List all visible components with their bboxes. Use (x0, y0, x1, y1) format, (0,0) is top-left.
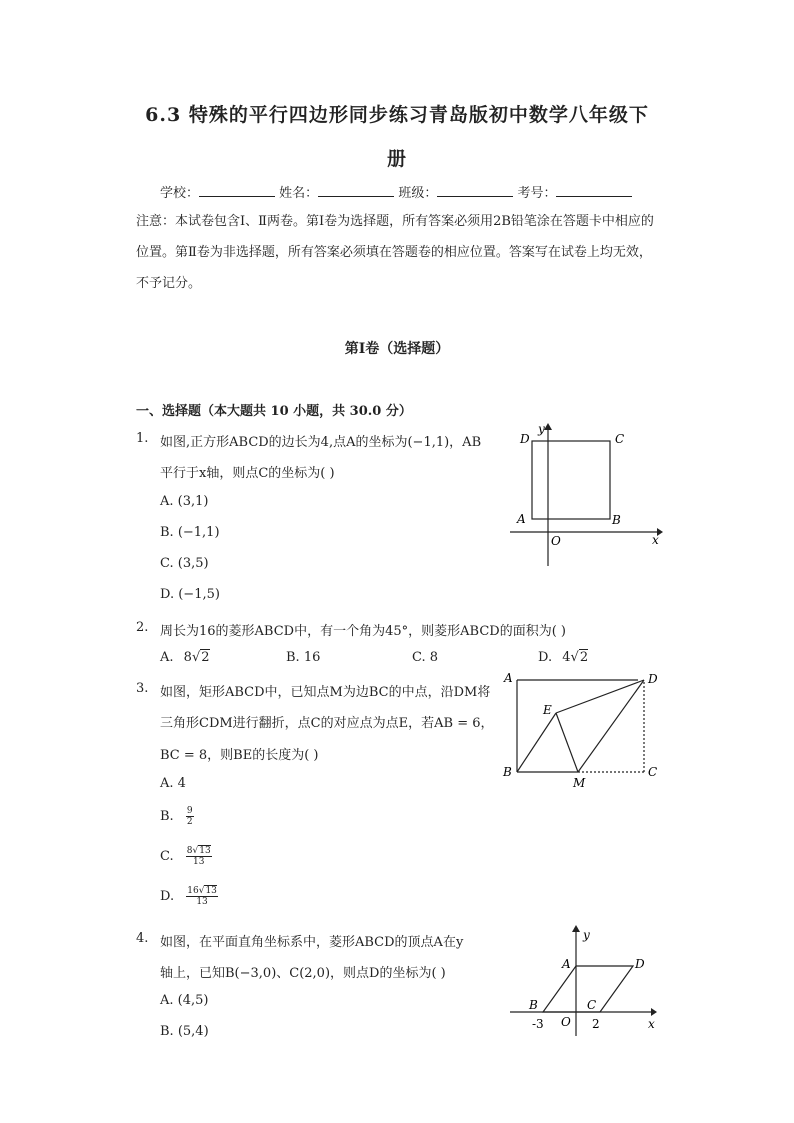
label-m: M (573, 776, 586, 790)
exam-no-label: 考号： (517, 186, 557, 201)
q1-option-a[interactable]: A. (3,1) (160, 494, 209, 509)
exam-note: 注意：本试卷包含Ⅰ、Ⅱ两卷。第Ⅰ卷为选择题，所有答案必须用2B铅笔涂在答题卡中相应的位置。第Ⅱ卷为非选择题，所有答案必须填在答题卷的相应位置。答案写在试卷上均无效，不予记分。 (136, 214, 654, 291)
label-a: A (504, 671, 513, 685)
q3-stem-line1: 如图，矩形ABCD中，已知点M为边BC的中点，沿DM将 (160, 685, 491, 700)
q3-option-c-coef: 8 (186, 846, 193, 856)
y-axis-arrow-icon (544, 423, 552, 430)
info-row (160, 182, 632, 201)
q1-option-b[interactable]: B. (−1,1) (160, 525, 220, 540)
label-e: E (543, 703, 552, 717)
tick-2: 2 (592, 1017, 600, 1031)
q3-option-a[interactable]: A. 4 (160, 776, 186, 791)
q3-figure (498, 668, 668, 793)
label-x: x (648, 1017, 655, 1031)
q2-option-d-radicand: 2 (579, 650, 589, 665)
q2-option-c[interactable]: C. 8 (412, 650, 439, 665)
segment-de (556, 680, 644, 713)
class-blank (437, 184, 513, 197)
name-blank (318, 184, 394, 197)
q2-option-b[interactable]: B. 16 (286, 650, 321, 665)
q4-stem-line1: 如图，在平面直角坐标系中，菱形ABCD的顶点A在y (160, 935, 464, 950)
part1-title: 第Ⅰ卷（选择题） (344, 341, 450, 357)
q1-figure (505, 420, 665, 570)
label-d: D (648, 672, 658, 686)
q3-option-c-numerator: 8√13 (186, 846, 211, 856)
section1-title: 一、选择题（本大题共 10 小题，共 30.0 分） (136, 404, 412, 419)
label-o: O (551, 534, 561, 548)
q3-option-d-fraction (186, 886, 218, 907)
q3-option-c-radicand: 13 (199, 846, 211, 856)
q1-option-d[interactable]: D. (−1,5) (160, 587, 220, 602)
q4-option-a[interactable]: A. (4,5) (160, 993, 209, 1008)
class-label: 班级： (398, 186, 438, 201)
label-c: C (648, 765, 658, 779)
q4-figure (505, 920, 665, 1040)
label-a: A (562, 957, 571, 971)
segment-be (517, 713, 556, 772)
q3-option-c[interactable] (160, 846, 212, 867)
label-b: B (503, 765, 512, 779)
q3-option-b[interactable] (160, 806, 194, 827)
label-c: C (587, 998, 597, 1012)
segment-dm (578, 680, 644, 772)
q2-stem: 周长为16的菱形ABCD中，有一个角为45°，则菱形ABCD的面积为( ) (160, 624, 566, 639)
label-y: y (583, 928, 590, 942)
q3-option-d-radicand: 13 (205, 886, 217, 896)
label-y: y (538, 422, 545, 436)
label-d: D (520, 432, 530, 446)
q2-option-a[interactable]: A. 8√2 (160, 650, 210, 665)
page-title: 6.3 特殊的平行四边形同步练习青岛版初中数学八年级下 (145, 104, 649, 126)
q3-option-d-coef: 16 (187, 886, 199, 896)
exam-no-blank (556, 184, 632, 197)
q2-option-d-label: D. (538, 650, 553, 665)
q2-option-d-coef: 4 (562, 650, 571, 665)
q4-stem-line2: 轴上，已知B(−3,0)、C(2,0)，则点D的坐标为( ) (160, 966, 446, 981)
q3-option-b-denominator: 2 (186, 817, 193, 827)
q2-option-d[interactable]: D. 4√2 (538, 650, 589, 665)
q3-option-b-numerator: 9 (186, 806, 193, 816)
q2-option-a-coef: 8 (183, 650, 192, 665)
x-axis-arrow-icon (651, 1008, 657, 1016)
school-blank (199, 184, 275, 197)
label-a: A (517, 512, 526, 526)
q3-option-d[interactable] (160, 886, 218, 907)
q1-stem-line1: 如图,正方形ABCD的边长为4,点A的坐标为(−1,1)，AB (160, 435, 482, 450)
q3-option-c-denominator: 13 (193, 857, 205, 867)
label-c: C (615, 432, 625, 446)
label-b: B (529, 998, 538, 1012)
label-o: O (561, 1015, 571, 1029)
q3-option-d-label: D. (160, 889, 175, 904)
page-title-continued: 册 (386, 148, 407, 170)
label-x: x (652, 533, 659, 547)
label-d: D (635, 957, 645, 971)
q3-option-b-fraction (186, 806, 194, 827)
q4-option-b[interactable]: B. (5,4) (160, 1024, 209, 1039)
q3-option-b-label: B. (160, 809, 174, 824)
q3-option-d-denominator: 13 (196, 897, 208, 907)
q3-option-c-fraction (186, 846, 212, 867)
q2-option-a-radicand: 2 (201, 650, 210, 665)
q1-number: 1. (136, 431, 149, 446)
q3-option-d-numerator: 16√13 (187, 886, 217, 896)
name-label: 姓名： (279, 186, 319, 201)
q2-option-a-label: A. (160, 650, 174, 665)
school-label: 学校： (160, 186, 200, 201)
q3-stem-line2: 三角形CDM进行翻折，点C的对应点为点E，若AB = 6， (160, 716, 494, 731)
q1-stem-line2: 平行于x轴，则点C的坐标为( ) (160, 466, 335, 481)
q4-number: 4. (136, 931, 149, 946)
tick-neg3: -3 (532, 1017, 544, 1031)
q3-option-c-label: C. (160, 849, 174, 864)
segment-em (556, 713, 578, 772)
label-b: B (612, 513, 621, 527)
y-axis-arrow-icon (572, 925, 580, 932)
q3-number: 3. (136, 681, 149, 696)
q3-stem-line3: BC = 8，则BE的长度为( ) (160, 748, 319, 763)
q2-number: 2. (136, 620, 149, 635)
q1-option-c[interactable]: C. (3,5) (160, 556, 209, 571)
square-abcd (532, 441, 610, 519)
